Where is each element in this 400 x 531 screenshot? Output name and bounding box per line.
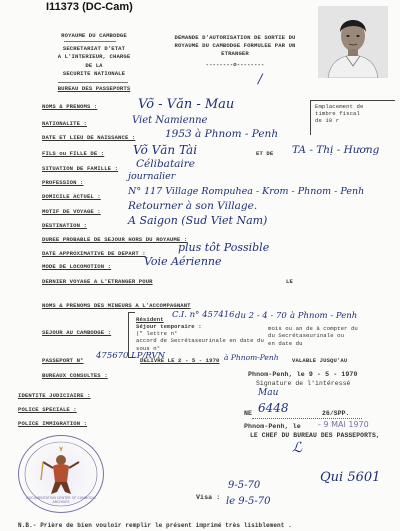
famille-label: SITUATION DE FAMILLE : [42, 165, 119, 172]
fils-label: FILS ou FILLE DE : [42, 150, 105, 157]
ne-label: NE [244, 410, 253, 417]
depart-value: plus tôt Possible [178, 241, 270, 254]
mere-value: TA - Thị - Hương [292, 144, 380, 156]
domicile-label: DOMICILE ACTUEL : [42, 193, 101, 200]
nationalite-label: NATIONALITE : [42, 120, 87, 127]
visa-label: Visa : [196, 494, 221, 501]
guardian-figure-icon [41, 446, 79, 494]
duree-label: DUREE PROBABLE DE SEJOUR HORS DU ROYAUME : [42, 236, 188, 243]
sejour-line: sous n° [136, 344, 161, 352]
naissance-label: DATE ET LIEU DE NAISSANCE : [42, 134, 136, 141]
service-police-immigration: POLICE IMMIGRATION : [18, 420, 88, 427]
fiscal-stamp-box [310, 100, 395, 135]
stamp-box-line: Emplacement de [315, 103, 364, 110]
depart-label: DATE APPROXIMATIVE DE DEPART : [42, 250, 146, 257]
ne-value: 6448 [258, 401, 289, 415]
seal-text: DOCUMENTATION CENTER OF CAMBODIA ARCHIVES [26, 496, 96, 504]
applicant-photo [318, 6, 388, 78]
applicant-signature: Mau [258, 388, 279, 398]
bureaux-consultes: BUREAUX CONSULTES : [42, 372, 108, 379]
sejour-temporaire [136, 323, 264, 352]
nom-label: NOMS & PRENOMS : [42, 103, 98, 110]
mineurs-label: NOMS & PRENOMS DES MINEURS A L'ACCOMPAGNANT [42, 302, 191, 309]
footer-note: N.B.- Prière de bien vouloir remplir le présent imprimé très lisiblement . [18, 522, 292, 529]
stamp-box-line: timbre fiscal [315, 110, 360, 117]
locomotion-value: Voie Aérienne [144, 255, 222, 268]
et-de-label: ET DE [256, 150, 274, 157]
passeport-valable: VALABLE JUSQU'AU [292, 357, 348, 364]
dernier-voyage-label: DERNIER VOYAGE A L'ETRANGER POUR [42, 278, 153, 285]
request-title-line: DEMANDE D'AUTORISATION DE SORTIE DU [174, 34, 296, 41]
authority-line: ROYAUME DU CAMBODGE [61, 32, 127, 39]
visa-line-2: le 9-5-70 [226, 496, 271, 507]
signature-label: Signature de l'intéressé [256, 380, 351, 387]
authority-line: A L'INTERIEUR, CHARGE [57, 53, 131, 60]
destination-value: A Saigon (Sud Viet Nam) [128, 214, 268, 227]
stamp-box-line: de 10 r [315, 117, 340, 124]
motif-value: Retourner à son Village. [128, 200, 258, 212]
profession-value: journalier [128, 171, 176, 182]
request-title-line: ETRANGER [221, 50, 249, 57]
sejour-line: Séjour temporaire : [136, 323, 202, 330]
domicile-value: N° 117 Village Rompuhea - Krom - Phnom - Penh [128, 186, 365, 197]
request-title: DEMANDE D'AUTORISATION DE SORTIE DU ROYAUME DU CAMBODGE FORMULEE PAR UN ETRANGER --------o-------- [160, 34, 310, 69]
profession-label: PROFESSION : [42, 179, 84, 186]
famille-value: Célibataire [136, 158, 196, 170]
authority-line: SECRETARIAT D'ETAT [62, 44, 126, 52]
sejour-line: accord de Secrétaseurinale en date du [136, 337, 264, 345]
chief-signature: ℒ [292, 440, 303, 456]
chief-label: LE CHEF DU BUREAU DES PASSEPORTS, [250, 432, 380, 439]
document-id: I11373 (DC-Cam) [46, 1, 133, 13]
sejour-right-line: mois ou an de à compter du [268, 325, 358, 332]
issuing-authority [34, 32, 154, 93]
bureau-passeports: BUREAU DES PASSEPORTS [57, 84, 131, 92]
sejour-right-line: du Secrétaseurinale ou [268, 332, 345, 340]
tampon-signature: Qui 5601 [320, 470, 381, 485]
received-date-stamp: - 9 MAI 1970 [318, 420, 369, 429]
sejour-resident: Résident [136, 316, 164, 323]
locomotion-label: MODE DE LOCOMOTION : [42, 263, 112, 270]
carte-date: du 2 - 4 - 70 [235, 311, 287, 321]
carte-number: C.I. n° 457416 [172, 310, 235, 320]
sejour-right-line: en date du [268, 339, 303, 347]
authority-line: SECURITE NATIONALE [62, 70, 126, 77]
service-police-speciale: POLICE SPECIALE : [18, 406, 77, 413]
destination-label: DESTINATION : [42, 222, 87, 229]
service-identite: IDENTITE JUDICIAIRE : [18, 392, 91, 399]
passeport-label: PASSEPORT N° [42, 357, 84, 364]
sejour-label: SEJOUR AU CAMBODGE : [42, 329, 112, 336]
ne-suffix: 26/SPP. [322, 410, 350, 417]
naissance-value: 1953 à Phnom - Penh [165, 128, 279, 140]
passeport-delivre: DELIVRE LE 2 - 5 - 1970 [140, 357, 220, 364]
sejour-line: (" lettre n° [136, 330, 178, 338]
authority-line: DE LA [85, 61, 103, 69]
received-label: Phnom-Penh, le [244, 423, 301, 430]
sejour-right [268, 325, 358, 347]
request-title-line: ROYAUME DU CAMBODGE FORMULEE PAR UN [174, 42, 296, 49]
dernier-voyage-le: LE [286, 278, 293, 285]
motif-label: MOTIF DE VOYAGE : [42, 208, 101, 215]
nom-value: Võ - Văn - Mau [138, 97, 235, 112]
fils-value: Võ Văn Tài [133, 143, 198, 157]
carte-place: à Phnom - Penh [290, 311, 358, 321]
archive-seal [18, 435, 104, 513]
passeport-place: à Phnom-Penh [224, 353, 279, 362]
nationalite-value: Viet Namienne [132, 115, 208, 126]
visa-line-1: 9-5-70 [228, 480, 261, 491]
passeport-number: 475670 LP/RVN [96, 351, 166, 361]
place-date: Phnom-Penh, le 9 - 5 - 1970 [248, 371, 358, 378]
